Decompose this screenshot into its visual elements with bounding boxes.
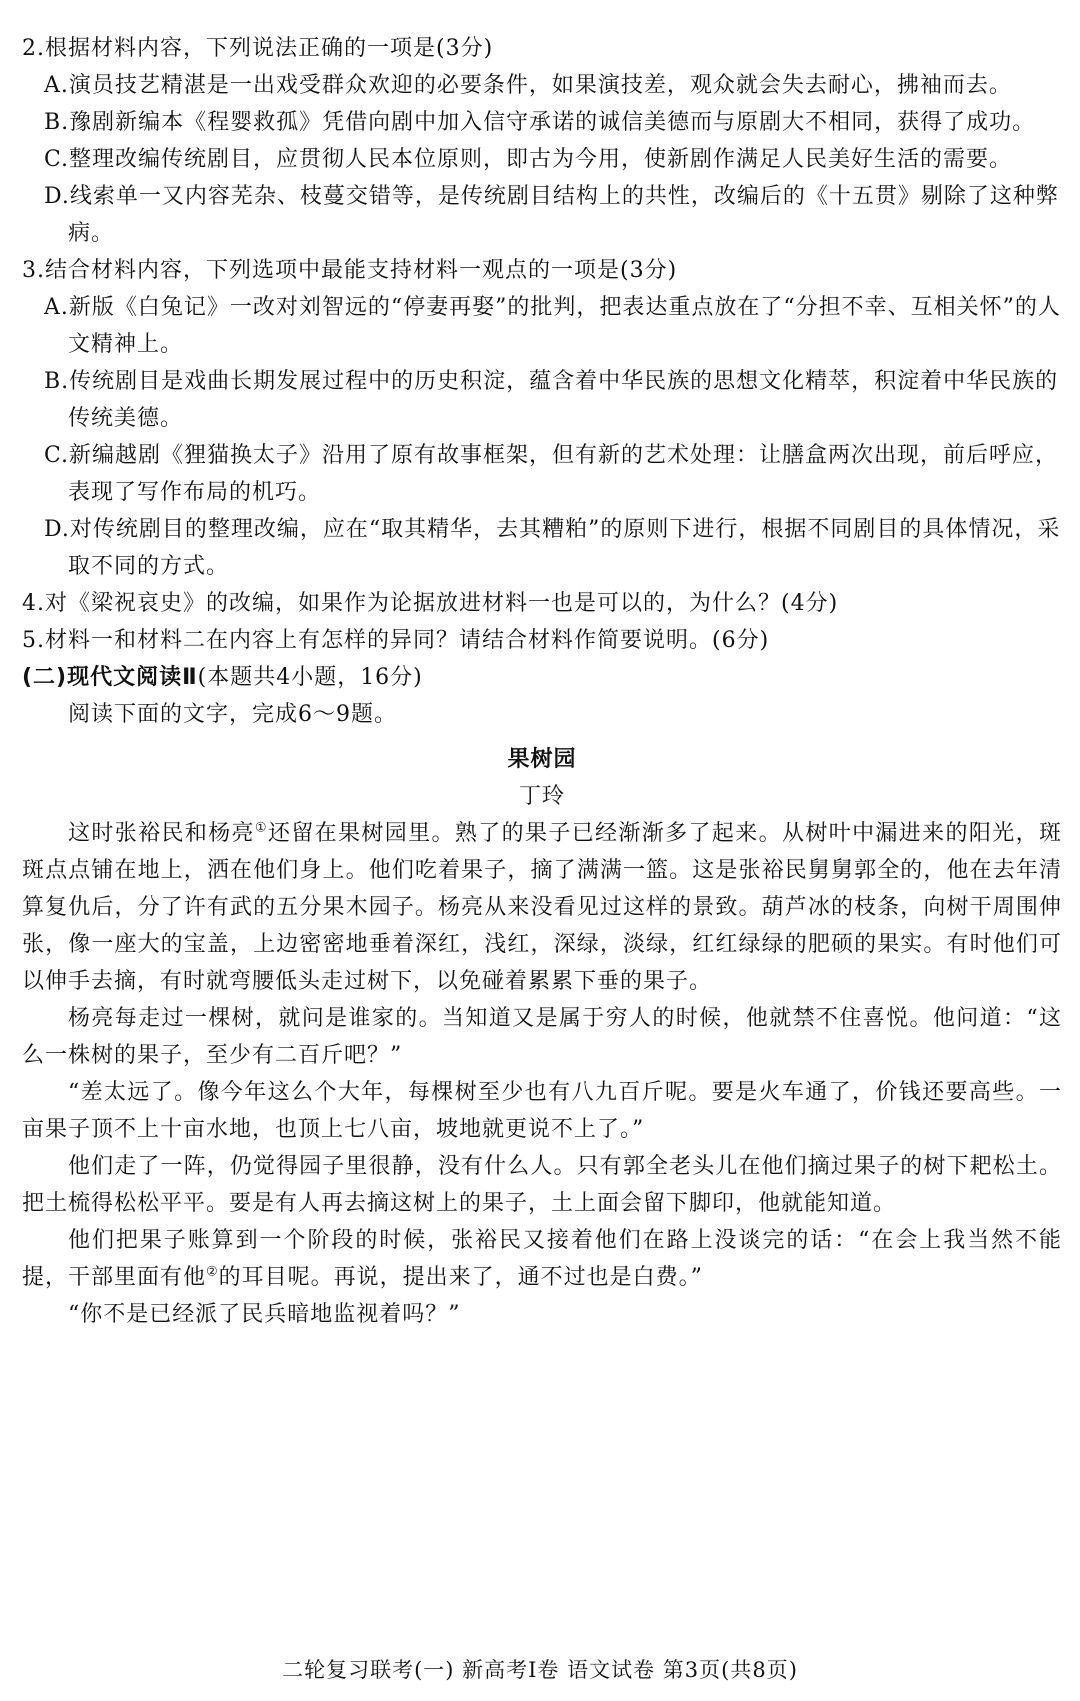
question-2-stem: 2.根据材料内容，下列说法正确的一项是(3分) [22,36,494,61]
question-3-option-b: B.传统剧目是戏曲长期发展过程中的历史积淀，蕴含着中华民族的思想文化精萃，积淀着中华民族的传统美德。 [44,369,1059,431]
question-3-option-d: D.对传统剧目的整理改编，应在“取其精华，去其糟粕”的原则下进行，根据不同剧目的具体情况，采取不同的方式。 [44,517,1061,579]
question-2-option-c: C.整理改编传统剧目，应贯彻人民本位原则，即古为今用，使新剧作满足人民美好生活的需要。 [44,147,1013,172]
question-2 [22,30,1062,252]
question-2-option-a: A.演员技艺精湛是一出戏受群众欢迎的必要条件，如果演技差，观众就会失去耐心，拂袖而去。 [44,73,1012,98]
question-5: 5.材料一和材料二在内容上有怎样的异同？请结合材料作简要说明。(6分) [22,628,770,653]
question-2-option-d: D.线索单一又内容芜杂、枝蔓交错等，是传统剧目结构上的共性，改编后的《十五贯》剔除了这种弊病。 [44,184,1059,246]
section-meta: (本题共4小题，16分) [197,665,423,690]
section-label: (二)现代文阅读Ⅱ [22,665,198,690]
footnote-marker-1: ① [254,820,268,836]
section-instruction: 阅读下面的文字，完成6～9题。 [68,702,397,727]
story-author: 丁玲 [518,784,565,809]
section-heading [22,659,1062,696]
question-2-option-b: B.豫剧新编本《程婴救孤》凭借向剧中加入信守承诺的诚信美德而与原剧大不相同，获得了成功。 [44,110,1036,135]
story-paragraph-5 [22,1222,1062,1296]
question-3 [22,252,1062,585]
question-3-option-a: A.新版《白兔记》一改对刘智远的“停妻再娶”的批判，把表达重点放在了“分担不幸、互相关怀”的人文精神上。 [44,295,1061,357]
question-4: 4.对《梁祝哀史》的改编，如果作为论据放进材料一也是可以的，为什么？(4分) [22,591,839,616]
story-paragraph-3: “差太远了。像今年这么个大年，每棵树至少也有八九百斤呢。要是火车通了，价钱还要高些。一亩果子顶不上十亩水地，也顶上七八亩，坡地就更说不上了。” [22,1080,1062,1142]
question-3-option-c: C.新编越剧《狸猫换太子》沿用了原有故事框架，但有新的艺术处理：让膳盒两次出现，前后呼应，表现了写作布局的机巧。 [44,443,1059,505]
paragraph-5-text-b: 的耳目呢。再说，提出来了，通不过也是白费。” [218,1265,703,1290]
story-paragraph-6: “你不是已经派了民兵暗地监视着吗？” [68,1302,461,1327]
paragraph-1-text-b: 还留在果树园里。熟了的果子已经渐渐多了起来。从树叶中漏进来的阳光，斑斑点点铺在地上，洒在他们身上。他们吃着果子，摘了满满一篮。这是张裕民舅舅郭全的，他在去年清算复仇后，分了许有武的五分果木园子。杨亮从来没看见过这样的景致。葫芦冰的枝条，向树干周围伸张，像一座大的宝盖，上边密密地垂着深红，浅红，深绿，淡绿，红红绿绿的肥硕的果实。有时他们可以伸手去摘，有时就弯腰低头走过树下，以免碰着累累下垂的果子。 [22,821,1062,994]
paragraph-5-text-a: 他们把果子账算到一个阶段的时候，张裕民又接着他们在路上没谈完的话：“在会上我当然不能提，干部里面有他 [22,1228,1062,1290]
footnote-marker-2: ② [206,1264,219,1280]
question-3-stem: 3.结合材料内容，下列选项中最能支持材料一观点的一项是(3分) [22,258,678,283]
paragraph-1-text-a: 这时张裕民和杨亮 [68,821,255,846]
story-paragraph-4: 他们走了一阵，仍觉得园子里很静，没有什么人。只有郭全老头儿在他们摘过果子的树下耙松土。把土梳得松松平平。要是有人再去摘这树上的果子，土上面会留下脚印，他就能知道。 [22,1154,1062,1216]
page-footer: 二轮复习联考(一) 新高考Ⅰ卷 语文试卷 第3页(共8页) [282,1658,798,1682]
story-paragraph-2: 杨亮每走过一棵树，就问是谁家的。当知道又是属于穷人的时候，他就禁不住喜悦。他问道：“这么一株树的果子，至少有二百斤吧？” [22,1006,1062,1068]
story-paragraph-1 [22,815,1062,1000]
story-title: 果树园 [507,747,577,772]
